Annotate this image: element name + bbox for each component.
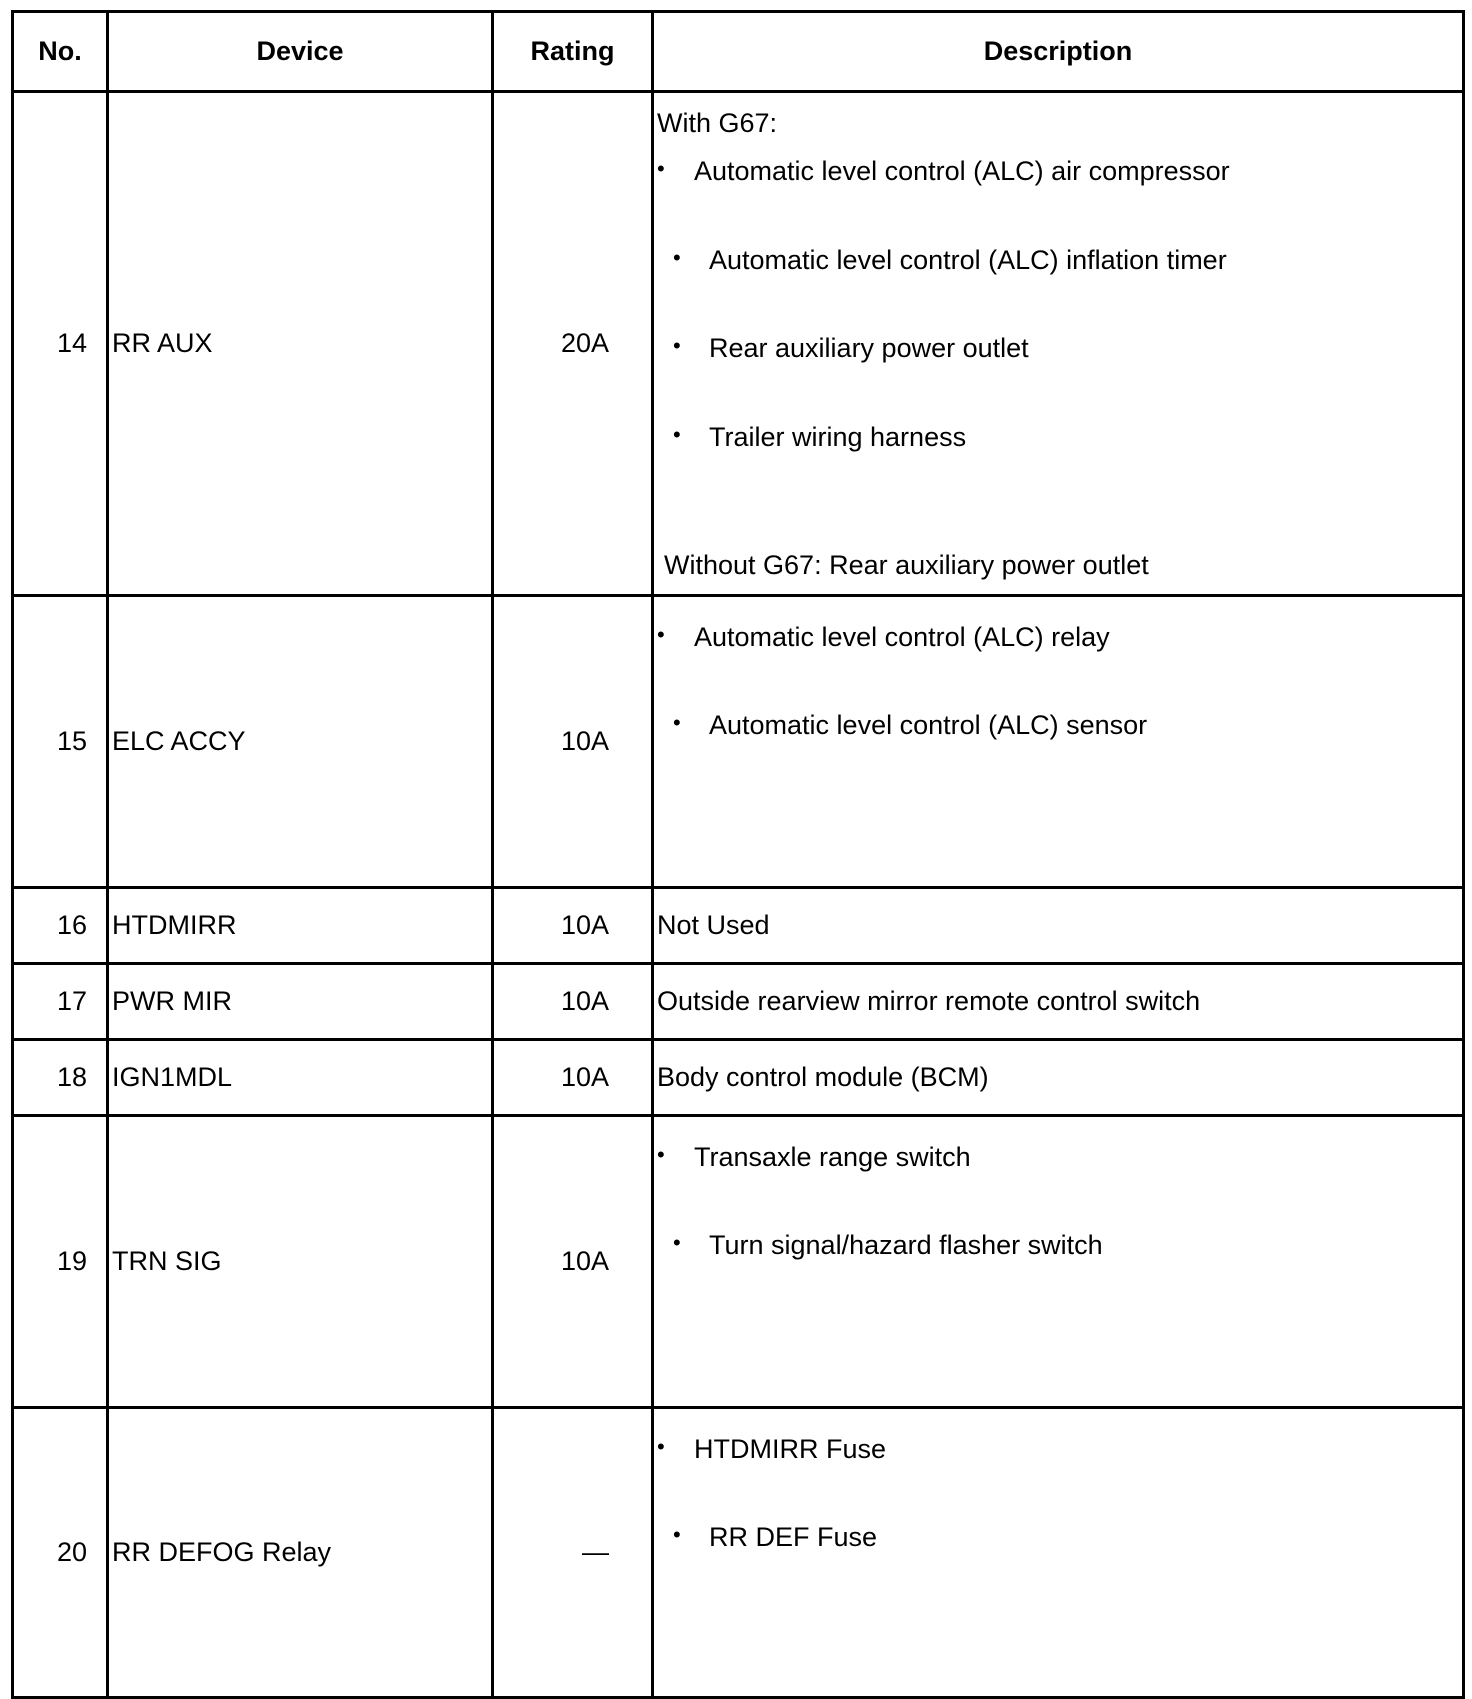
table-row (13, 596, 1464, 888)
row-no: 18 (13, 1040, 108, 1116)
row-no: 17 (13, 964, 108, 1040)
description-bullet: • Transaxle range switch (657, 1141, 1462, 1173)
row-rating: 10A (493, 964, 653, 1040)
fuse-table (11, 10, 1465, 1699)
row-description: Not Used (653, 888, 1464, 964)
row-rating: 10A (493, 888, 653, 964)
row-device: RR DEFOG Relay (108, 1408, 493, 1698)
row-device: RR AUX (108, 92, 493, 596)
row-no: 14 (13, 92, 108, 596)
row-description: Outside rearview mirror remote control switch (653, 964, 1464, 1040)
description-bullet: • Automatic level control (ALC) relay (657, 621, 1462, 653)
description-bullet: • Automatic level control (ALC) sensor (657, 709, 1462, 741)
row-description (653, 1116, 1464, 1408)
table-row (13, 1040, 1464, 1116)
row-description: Body control module (BCM) (653, 1040, 1464, 1116)
row-rating: 10A (493, 1040, 653, 1116)
row-rating: 20A (493, 92, 653, 596)
row-rating: 10A (493, 1116, 653, 1408)
row-description (653, 596, 1464, 888)
row-rating: — (493, 1408, 653, 1698)
row-no: 15 (13, 596, 108, 888)
header-no: No. (13, 12, 108, 92)
row-device: PWR MIR (108, 964, 493, 1040)
row-no: 20 (13, 1408, 108, 1698)
row-no: 19 (13, 1116, 108, 1408)
table-row (13, 1408, 1464, 1698)
table-row (13, 964, 1464, 1040)
description-bullet: • Automatic level control (ALC) inflation timer (657, 244, 1462, 276)
row-device: ELC ACCY (108, 596, 493, 888)
row-device: TRN SIG (108, 1116, 493, 1408)
description-bullet: • Automatic level control (ALC) air compressor (657, 155, 1462, 187)
description-intro: With G67: (657, 108, 778, 138)
description-outro: Without G67: Rear auxiliary power outlet (664, 549, 1149, 580)
header-device: Device (108, 12, 493, 92)
description-bullet: • Turn signal/hazard flasher switch (657, 1229, 1462, 1261)
table-row (13, 92, 1464, 596)
header-description: Description (653, 12, 1464, 92)
header-rating: Rating (493, 12, 653, 92)
row-device: IGN1MDL (108, 1040, 493, 1116)
table-row (13, 888, 1464, 964)
description-bullet: • RR DEF Fuse (657, 1521, 1462, 1553)
table-row (13, 1116, 1464, 1408)
description-bullet: • Trailer wiring harness (657, 421, 1462, 453)
row-device: HTDMIRR (108, 888, 493, 964)
row-description (653, 1408, 1464, 1698)
row-no: 16 (13, 888, 108, 964)
description-bullet: • Rear auxiliary power outlet (657, 332, 1462, 364)
row-rating: 10A (493, 596, 653, 888)
row-description (653, 92, 1464, 596)
description-bullet: • HTDMIRR Fuse (657, 1433, 1462, 1465)
table-header-row (13, 12, 1464, 92)
